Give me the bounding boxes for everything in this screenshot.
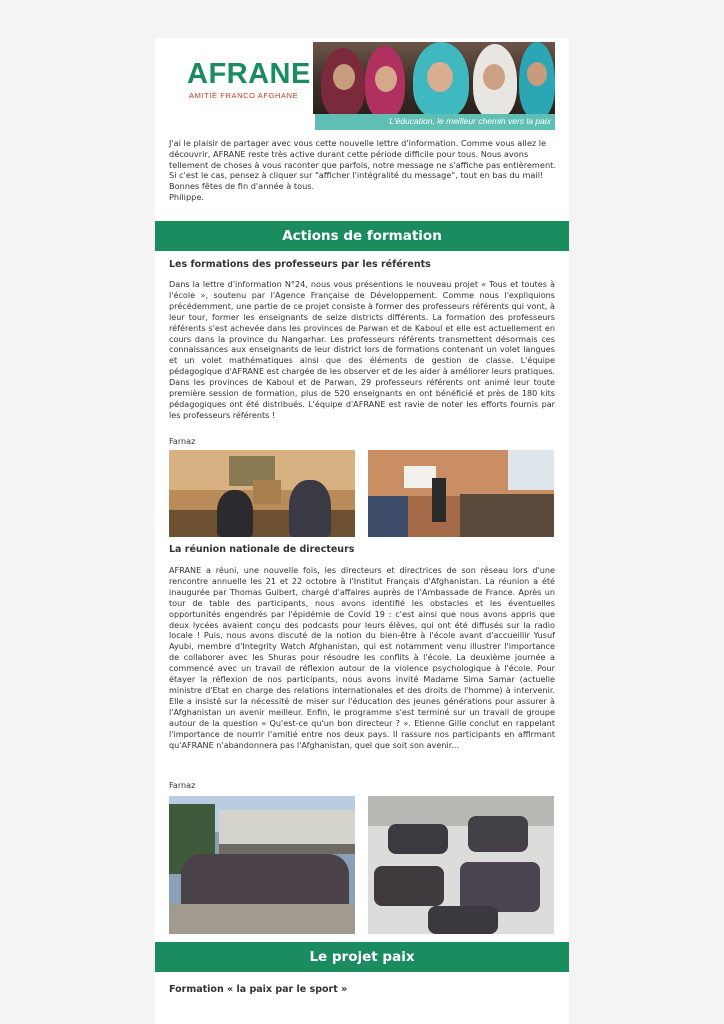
afrane-logo[interactable]	[187, 58, 311, 106]
logo-wordmark: AFRANE	[187, 58, 311, 90]
photo-teacher-training-2	[368, 450, 554, 537]
article-author: Farnaz	[169, 436, 196, 446]
photo-directors-workshop	[368, 796, 554, 934]
newsletter-header	[155, 38, 569, 134]
intro-text	[169, 138, 557, 203]
photo-teacher-training-1	[169, 450, 355, 537]
article-heading: La réunion nationale de directeurs	[169, 544, 355, 555]
logo-tagline: AMITIÉ FRANCO AFGHANE	[189, 91, 299, 100]
tagline-bar	[315, 114, 555, 130]
article-author: Farnaz	[169, 780, 196, 790]
photo-directors-group	[169, 796, 355, 934]
section-title-actions-de-formation: Actions de formation	[155, 221, 569, 251]
article-body: Dans la lettre d'information N°24, nous vous présentions le nouveau projet « Tous et toutes à l'école », soutenu par l'Agence Française de Développement. Comme nous l'expliquions précédemment, une partie de ce projet consiste à former des professeurs référents qui vont, à leur tour, former les enseignants de seize districts différents. La formation des professeurs référents s'est achevée dans les provinces de Parwan et de Kaboul et elle est actuellement en cours dans la province du Nangarhar. Les professeurs référents transmettent désormais ces connaissances aux enseignants de leur district lors de formations contenant un volet langues et un volet mathématiques ainsi que des éléments de gestion de classe. L'équipe pédagogique d'AFRANE est chargée de les observer et de les aider à améliorer leurs pratiques. Dans les provinces de Kaboul et de Parwan, 29 professeurs référents ont animé leur toute première session de formation, plus de 520 enseignants en ont bénéficié et près de 180 kits pédagogiques ont été distribués. L'équipe d'AFRANE est ravie de noter les efforts fournis par les professeurs référents !	[169, 279, 555, 420]
tagline: L'éducation, le meilleur chemin vers la paix	[389, 116, 551, 126]
article-heading: Formation « la paix par le sport »	[169, 984, 348, 995]
newsletter	[155, 38, 569, 1024]
intro-greeting: Bonnes fêtes de fin d'année à tous.	[169, 181, 315, 192]
section-title-le-projet-paix: Le projet paix	[155, 942, 569, 972]
header-photo-girls	[313, 42, 555, 114]
intro-paragraph: J'ai le plaisir de partager avec vous cette nouvelle lettre d'information. Comme vous allez le découvrir, AFRANE reste très active durant cette période difficile pour tous. Nous avons tellement de choses à vous raconter que parfois, notre message ne s'affiche pas entièrement. Si c'est le cas, pensez à cliquer sur "afficher l'intégralité du message", tout en bas du mail!	[169, 138, 556, 181]
article-heading: Les formations des professeurs par les référents	[169, 259, 431, 270]
article-body: AFRANE a réuni, une nouvelle fois, les directeurs et directrices de son réseau lors d'une rencontre annuelle les 21 et 22 octobre à l'Institut Français d'Afghanistan. La réunion a été inaugurée par Thomas Guibert, chargé d'affaires auprès de l'Ambassade de France. Après un tour de table des participants, nous avons identifié les obstacles et les éventuelles opportunités engendrés par l'épidémie de Covid 19 : c'est ainsi que nous avons appris que deux lycées avaient conçu des podcasts pour leurs élèves, qui ont été diffusés sur la radio locale ! Puis, nous avons discuté de la notion du bien-être à l'école avant d'accueillir Yusuf Ayubi, membre d'Integrity Watch Afghanistan, qui est notamment venu illustrer l'importance de collaborer avec les Shuras pour résoudre les conflits à l'école. La deuxième journée a commencé avec un travail de réflexion autour de la violence psychologique à l'école. Pour étayer la réflexion de nos participants, nous avons invité Madame Sima Samar (actuelle ministre d'Etat en charge des relations internationales et des droits de l'homme) à intervenir. Elle a insisté sur la nécessité de miser sur l'éducation des jeunes générations pour assurer à l'Afghanistan un avenir meilleur. Enfin, le programme s'est terminé sur un travail de groupe autour de la question « Qu'est-ce qu'un bon directeur ? ». Etienne Gille conclut en rappelant l'importance de nourrir l'amitié entre nos deux pays. Il rassure nos participants en affirmant qu'AFRANE n'abandonnera pas l'Afghanistan, quel que soit son avenir...	[169, 565, 555, 750]
intro-signature: Philippe.	[169, 191, 204, 202]
